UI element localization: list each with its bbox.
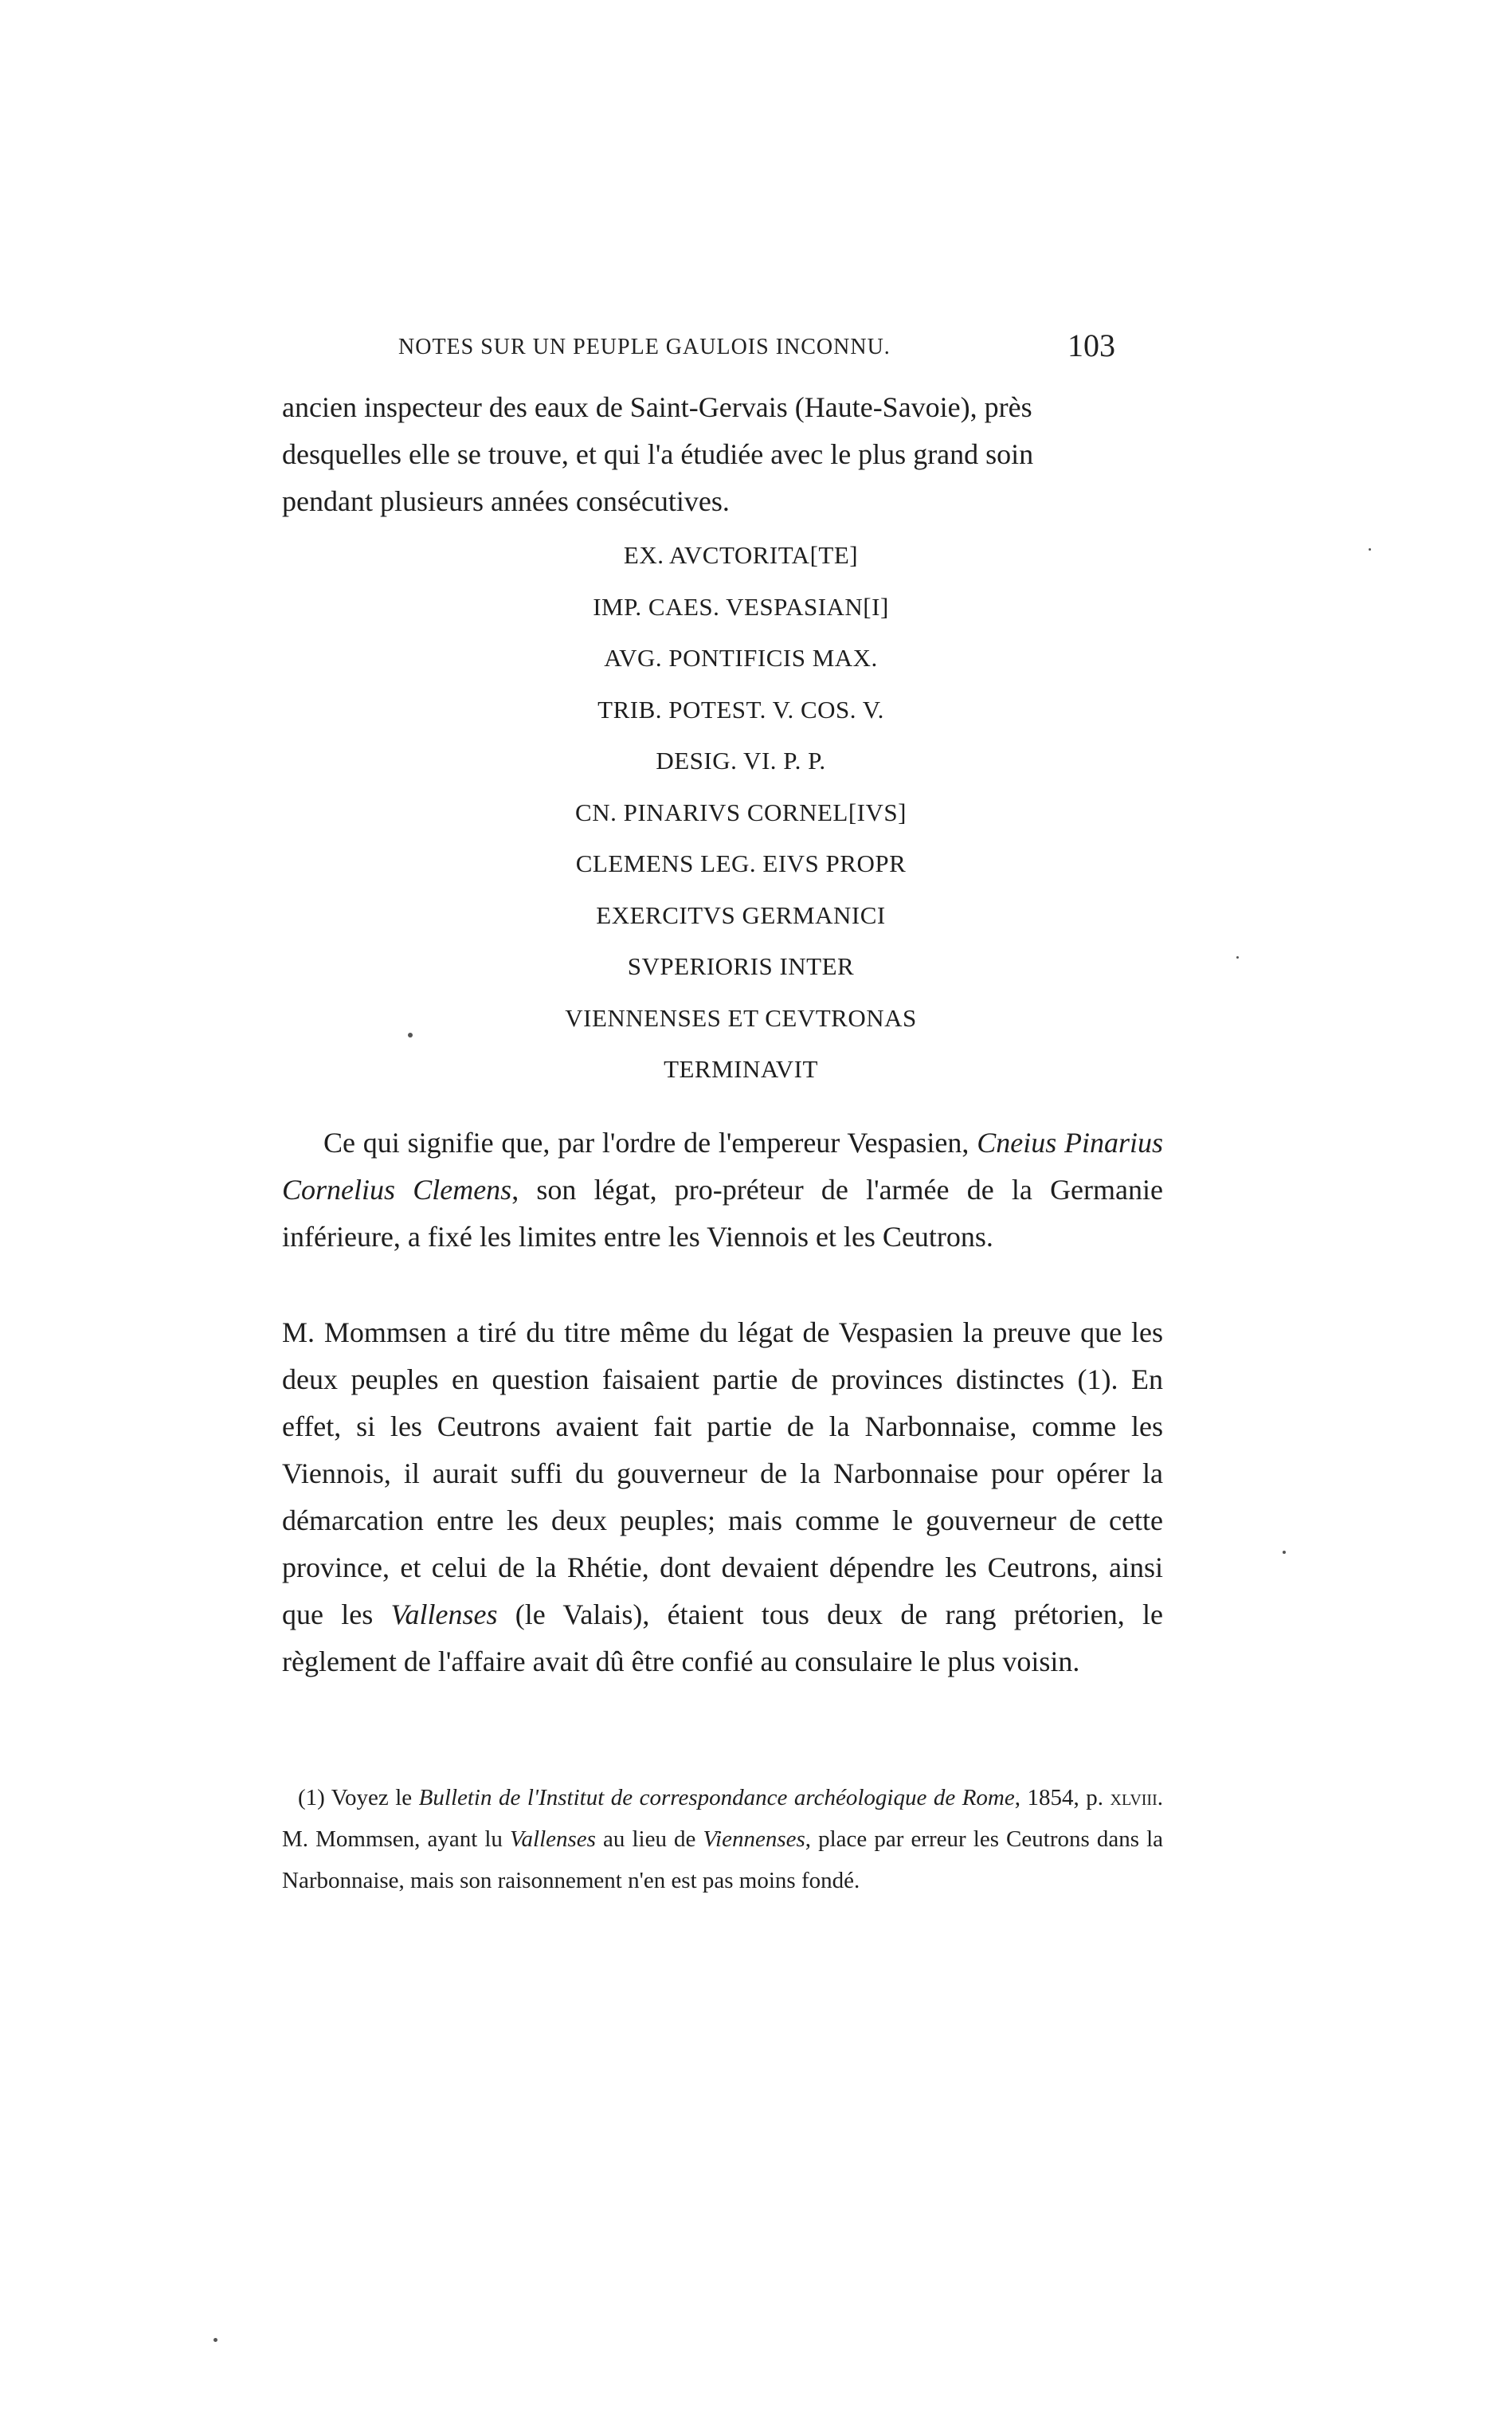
footnote-text: , place par erreur les Ceutrons dans la Narbonnaise, mais son raisonnement n'en est pas moins fondé. [282, 1826, 1164, 1893]
inscription-line: IMP. CAES. VESPASIAN[I] [593, 592, 889, 621]
opening-line: desquelles elle se trouve, et qui l'a étudiée avec le plus grand soin [282, 438, 1034, 470]
page-reference: xlviii [1110, 1785, 1158, 1810]
page-number: 103 [1067, 328, 1115, 363]
inscription-line: EXERCITVS GERMANICI [596, 900, 886, 929]
print-speck [1236, 956, 1239, 959]
paragraph-text: , son légat, pro-préteur de l'armée de la Germanie inférieure, a fixé les limites entre les Viennois et les Ceutrons. [282, 1174, 1163, 1253]
inscription-line: SVPERIORIS INTER [627, 952, 855, 980]
inscription-line: EX. AVCTORITA[TE] [623, 541, 859, 569]
inscription-line: TERMINAVIT [664, 1055, 818, 1083]
mommsen-paragraph [282, 1309, 1163, 1685]
journal-title: Bulletin de l'Institut de correspondance archéologique de Rome [418, 1785, 1015, 1810]
footnote-text: , 1854, p. [1014, 1785, 1110, 1810]
print-speck [213, 2338, 217, 2342]
italic-term: Vallenses [510, 1826, 596, 1852]
legate-name: Cneius Pinarius Cornelius Clemens [282, 1127, 1164, 1206]
inscription-line: VIENNENSES ET CEVTRONAS [565, 1003, 917, 1032]
inscription-line: CN. PINARIVS CORNEL[IVS] [575, 798, 907, 826]
italic-term: Vallenses [390, 1598, 498, 1630]
print-speck [1283, 1551, 1286, 1554]
opening-paragraph [282, 384, 1163, 525]
latin-inscription [446, 530, 1036, 1096]
footnote [282, 1777, 1163, 1901]
opening-line: ancien inspecteur des eaux de Saint-Gervais (Haute-Savoie), près [282, 391, 1032, 423]
footnote-marker: (1) Voyez le [298, 1785, 419, 1810]
footnote-text: . M. Mommsen, ayant lu [282, 1785, 1163, 1852]
paragraph-text: M. Mommsen a tiré du titre même du légat de Vespasien la preuve que les deux peuples en question faisaient partie de provinces distinctes (1). En effet, si les Ceutrons avaient fait partie de la Narbonnaise, comme les Viennois, il aurait suffi du gouverneur de la Narbonnaise pour opérer la démarcation entre les deux peuples; mais comme le gouverneur de cette province, et celui de la Rhétie, dont devaient dépendre les Ceutrons, ainsi que les [282, 1316, 1163, 1630]
print-speck [1369, 548, 1371, 551]
footnote-text: au lieu de [595, 1826, 703, 1852]
inscription-line: TRIB. POTEST. V. COS. V. [597, 695, 884, 724]
paragraph-text: (le Valais), étaient tous deux de rang prétorien, le règlement de l'affaire avait dû être confié au consulaire le plus voisin. [282, 1598, 1164, 1677]
print-speck [408, 1033, 413, 1037]
translation-paragraph [282, 1120, 1163, 1261]
inscription-line: DESIG. VI. P. P. [656, 747, 826, 775]
inscription-line: CLEMENS LEG. EIVS PROPR [575, 849, 907, 877]
inscription-line: AVG. PONTIFICIS MAX. [604, 644, 878, 672]
opening-line: pendant plusieurs années consécutives. [282, 485, 730, 517]
italic-term: Viennenses [703, 1826, 805, 1852]
running-title: NOTES SUR UN PEUPLE GAULOIS INCONNU. [398, 335, 891, 359]
paragraph-text: Ce qui signifie que, par l'ordre de l'empereur Vespasien, [323, 1127, 969, 1159]
